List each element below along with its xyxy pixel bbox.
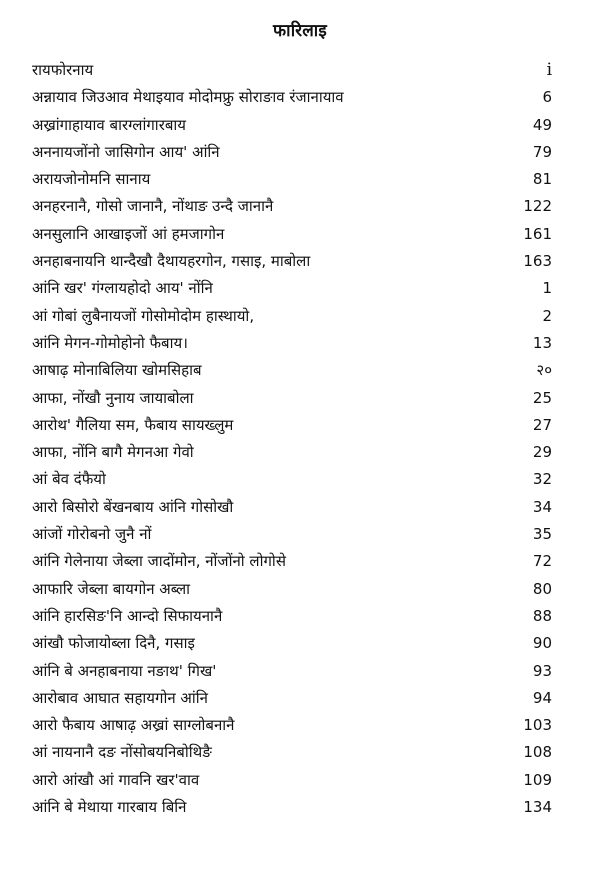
toc-entry [32,58,552,85]
toc-entry [32,167,552,194]
toc-entry [32,522,552,549]
toc-entry-page: 27 [532,415,552,434]
toc-entry [32,440,552,467]
toc-entry [32,358,552,385]
toc-entry-page: 2 [542,306,552,325]
toc-entry [32,631,552,658]
toc-entry-title: रायफोरनाय [32,61,94,79]
toc-entry-title: आफा, नोंनि बागै मेगनआ गेवो [32,443,194,462]
toc-entry-title: अनहाबनायनि थान्दैखौ दैथायहरगोन, गसाइ, माबोला [32,252,311,271]
toc-entry [32,113,552,140]
toc-entry [32,604,552,631]
toc-entry [32,686,552,713]
toc-entry [32,222,552,249]
toc-entry [32,795,552,822]
toc-entry-title: आंजों गोरोबनो जुनै नों [32,525,152,544]
toc-entry-title: आंखौ फोजायोब्ला दिनै, गसाइ [32,634,195,653]
toc-entry-page: 79 [532,142,552,161]
toc-entry [32,577,552,604]
toc-entry-title: आंनि हारसिङ'नि आन्दो सिफायनानै [32,606,223,625]
toc-entry-title: आरोबाव आघात सहायगोन आंनि [32,688,208,707]
toc-entry-page: 81 [532,170,552,189]
toc-entry [32,768,552,795]
toc-entry-page: 88 [532,606,552,625]
toc-entry [32,713,552,740]
toc-entry-title: आं बेव दंफैयो [32,470,106,489]
toc-entry [32,467,552,494]
toc-entry [32,331,552,358]
toc-entry-title: आं नायनानै दङ नोंसोबयनिबोथिङै [32,743,212,762]
toc-entry [32,740,552,767]
toc-entry-page: 109 [523,770,552,789]
toc-entry [32,549,552,576]
toc-entry-title: आरो आंखौ आं गावनि खर'वाव [32,770,200,789]
toc-entry-page: 13 [532,333,552,352]
toc-entry-title: आफा, नोंखौ नुनाय जायाबोला [32,388,194,407]
toc-entry-title: अरायजोनोमनि सानाय [32,170,151,189]
toc-entry [32,304,552,331]
toc-entry-title: आंनि मेगन-गोमोहोनो फैबाय। [32,333,188,352]
toc-entry-title: आंनि खर' गंग्लायहोदो आय' नोंनि [32,279,213,298]
toc-entry [32,495,552,522]
toc-entry [32,276,552,303]
toc-entry-title: अन्नायाव जिउआव मेथाइयाव मोदोमफ्रु सोराङाव रंजानायाव [32,88,344,107]
toc-entry-page: 72 [532,552,552,571]
toc-entry-page: 93 [532,661,552,680]
toc-entry-page: 49 [532,115,552,134]
toc-entry [32,413,552,440]
toc-entry-title: आंनि बे मेथाया गारबाय बिनि [32,798,187,817]
toc-entry-page: २० [536,361,552,380]
toc-entry-page: 35 [532,525,552,544]
page-title: फारिलाइ [273,21,327,41]
toc-entry [32,194,552,221]
toc-entry-page: 29 [532,443,552,462]
toc-entry-title: आषाढ़ मोनाबिलिया खोमसिहाब [32,361,202,380]
toc-entry-title: अनसुलानि आखाइजों आं हमजागोन [32,224,225,243]
toc-entry-page: 6 [542,88,552,107]
toc-entry-page: 108 [523,743,552,762]
toc-entry-title: आरोथ' गैलिया सम, फैबाय सायख्लुम [32,415,234,434]
toc-entry-page: 122 [523,197,552,216]
toc-entry-page: i [546,60,552,80]
toc-entry-page: 94 [532,688,552,707]
toc-entry-title: आं गोबां लुबैनायजों गोसोमोदोम हास्थायो, [32,306,255,325]
toc-entry-title: आरो फैबाय आषाढ़ अख्रां साग्लोबनानै [32,716,235,735]
toc-entry-title: आंनि गेलेनाया जेब्ला जादोंमोन, नोंजोंनो लोगोसे [32,552,286,571]
toc-entry-title: अननायजोंनो जासिगोन आय' आंनि [32,142,220,161]
toc-entry-title: आंनि बे अनहाबनाया नङाथ' गिख' [32,661,217,680]
toc-entry-page: 90 [532,634,552,653]
toc-entry-page: 103 [523,716,552,735]
toc-entry-page: 1 [542,279,552,298]
toc-entry [32,386,552,413]
toc-entry-page: 161 [523,224,552,243]
toc-entry [32,140,552,167]
toc-list [32,58,552,822]
toc-entry [32,249,552,276]
toc-entry-page: 32 [532,470,552,489]
toc-entry-page: 134 [523,798,552,817]
toc-entry-title: आरो बिसोरो बेंखनबाय आंनि गोसोखौ [32,497,234,516]
toc-entry-title: अनहरनानै, गोसो जानानै, नोंथाङ उन्दै जानानै [32,197,274,216]
toc-entry-title: अख्रांगाहायाव बारग्लांगारबाय [32,115,186,134]
toc-entry [32,659,552,686]
toc-entry [32,85,552,112]
toc-entry-page: 80 [532,579,552,598]
toc-entry-page: 163 [523,252,552,271]
toc-entry-page: 25 [532,388,552,407]
toc-entry-page: 34 [532,497,552,516]
toc-entry-title: आफारि जेब्ला बायगोन अब्ला [32,579,191,598]
